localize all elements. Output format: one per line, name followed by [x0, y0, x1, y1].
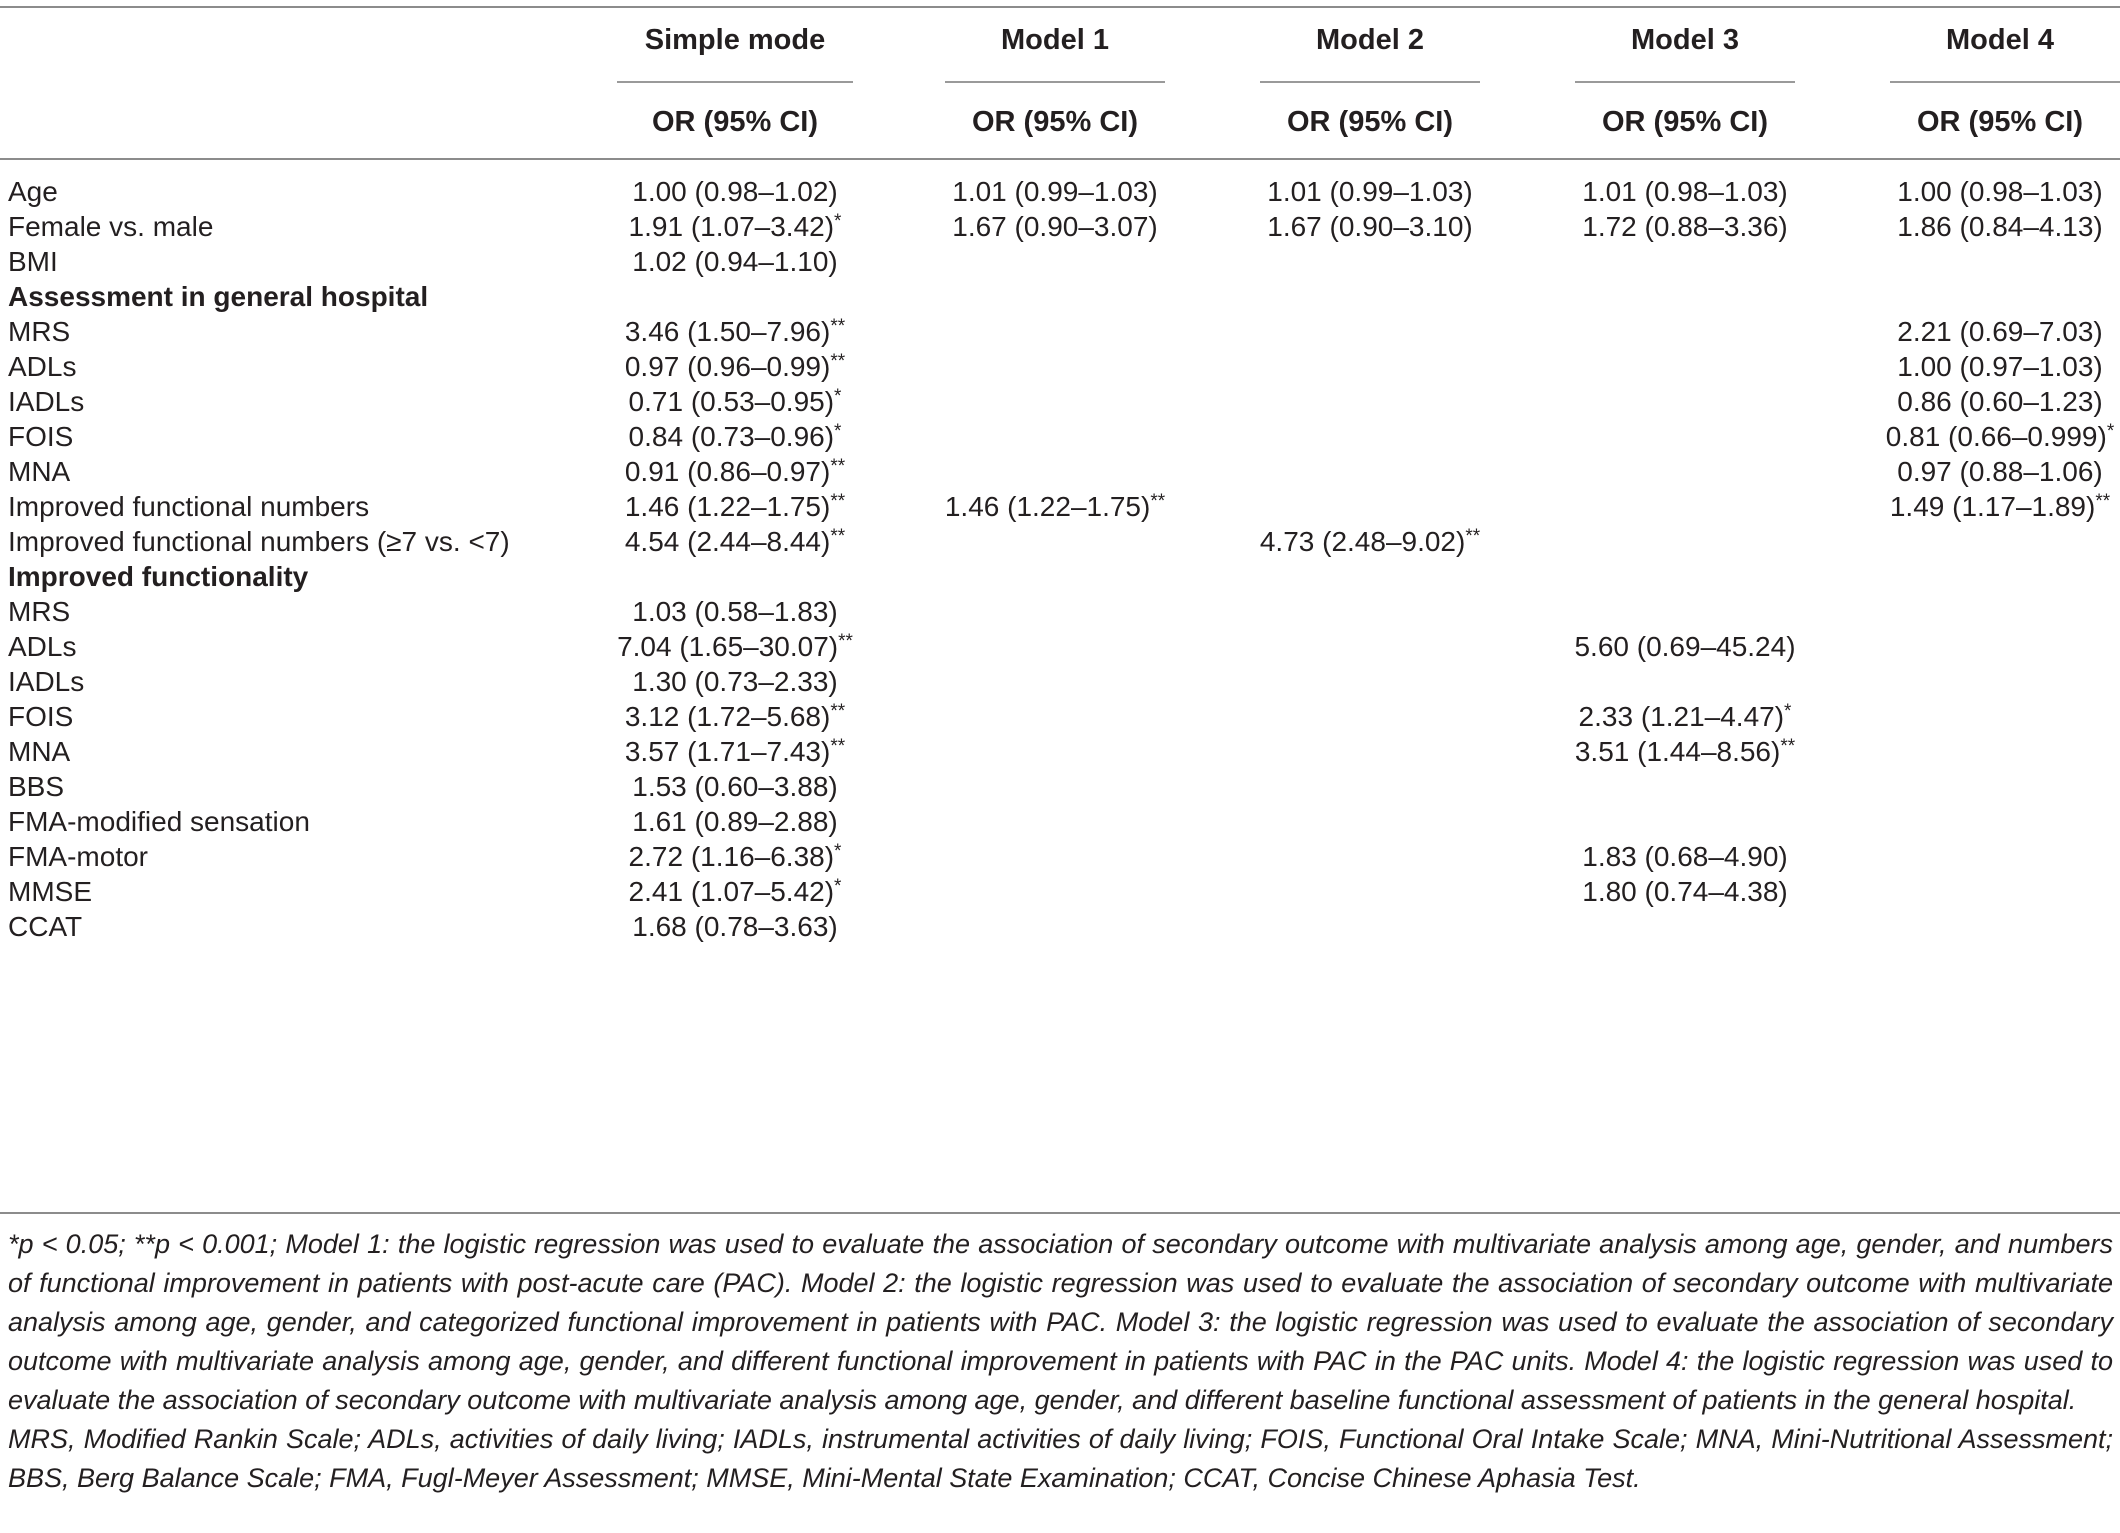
significance-marker: ** — [2095, 491, 2111, 512]
significance-marker: ** — [1780, 736, 1796, 757]
or-value: 1.67 (0.90–3.07) — [952, 211, 1158, 242]
header-underline — [1890, 81, 2120, 83]
significance-marker: * — [834, 386, 842, 407]
or-ci-cell — [590, 903, 880, 950]
column-header-simple-mode: Simple mode — [644, 24, 826, 56]
or-value: 0.97 (0.88–1.06) — [1897, 456, 2103, 487]
row-label: FMA-motor — [8, 841, 148, 872]
or-value: 2.33 (1.21–4.47) — [1578, 701, 1785, 732]
row-label: ADLs — [8, 351, 77, 382]
row-label: FOIS — [8, 421, 74, 452]
or-value: 0.71 (0.53–0.95) — [628, 386, 835, 417]
table-bottom-rule — [0, 1212, 2120, 1214]
or-value: 3.12 (1.72–5.68) — [624, 701, 831, 732]
header-underline — [1575, 81, 1795, 83]
or-value: 2.41 (1.07–5.42) — [628, 876, 835, 907]
header-underline — [617, 81, 853, 83]
or-value: 1.00 (0.98–1.03) — [1897, 176, 2103, 207]
or-value: 1.67 (0.90–3.10) — [1267, 211, 1473, 242]
row-label: MNA — [8, 456, 71, 487]
row-label: BMI — [8, 246, 58, 277]
row-label: IADLs — [8, 386, 85, 417]
row-label: CCAT — [8, 911, 83, 942]
or-value: 0.97 (0.96–0.99) — [624, 351, 831, 382]
or-value: 1.00 (0.98–1.02) — [632, 176, 838, 207]
or-value: 1.02 (0.94–1.10) — [632, 246, 838, 277]
significance-marker: * — [2106, 421, 2115, 442]
significance-marker: * — [834, 841, 842, 862]
significance-marker: ** — [830, 491, 846, 512]
or-value: 0.91 (0.86–0.97) — [624, 456, 831, 487]
or-value: 1.80 (0.74–4.38) — [1582, 876, 1788, 907]
header-bottom-rule — [0, 158, 2120, 160]
significance-marker: ** — [830, 316, 846, 337]
footnote-significance: *p < 0.05; **p < 0.001; Model 1: the logistic regression was used to evaluate the association of secondary outcome with multivariate analysis among age, gender, and numbers of functional improvement in patients with post-acute care (PAC). Model 2: the logistic regression was used to evaluate the association of secondary outcome with multivariate analysis among age, gender, and categorized functional improvement in patients with PAC. Model 3: the logistic regression was used to evaluate the association of secondary outcome with multivariate analysis among age, gender, and different functional improvement in patients with PAC in the PAC units. Model 4: the logistic regression was used to evaluate the association of secondary outcome with multivariate analysis among age, gender, and different baseline functional assessment of patients in the general hospital. — [8, 1229, 2113, 1415]
or-value: 1.46 (1.22–1.75) — [944, 491, 1151, 522]
or-value: 1.83 (0.68–4.90) — [1582, 841, 1788, 872]
or-value: 1.53 (0.60–3.88) — [632, 771, 838, 802]
row-label: Improved functional numbers (≥7 vs. <7) — [8, 526, 510, 557]
table-row — [0, 903, 2120, 950]
significance-marker: ** — [1465, 526, 1481, 547]
or-value: 1.00 (0.97–1.03) — [1897, 351, 2103, 382]
row-label: ADLs — [8, 631, 77, 662]
or-value: 2.72 (1.16–6.38) — [628, 841, 835, 872]
significance-marker: * — [834, 876, 842, 897]
or-ci-header: OR (95% CI) — [1287, 106, 1453, 138]
table-top-rule — [0, 6, 2120, 8]
or-value: 1.03 (0.58–1.83) — [632, 596, 838, 627]
or-value: 1.01 (0.99–1.03) — [1267, 176, 1473, 207]
significance-marker: ** — [830, 526, 846, 547]
or-value: 1.61 (0.89–2.88) — [632, 806, 838, 837]
row-label: IADLs — [8, 666, 85, 697]
or-value: 5.60 (0.69–45.24) — [1574, 631, 1796, 662]
or-value: 0.84 (0.73–0.96) — [628, 421, 835, 452]
column-header-model-1: Model 1 — [1001, 24, 1109, 56]
row-label: FOIS — [8, 701, 74, 732]
row-label: Female vs. male — [8, 211, 214, 242]
or-value: 1.72 (0.88–3.36) — [1582, 211, 1788, 242]
row-label: MRS — [8, 316, 71, 347]
or-value: 2.21 (0.69–7.03) — [1897, 316, 2103, 347]
or-value: 1.91 (1.07–3.42) — [628, 211, 835, 242]
row-label: MRS — [8, 596, 71, 627]
significance-marker: ** — [838, 631, 853, 652]
or-value: 1.01 (0.98–1.03) — [1582, 176, 1788, 207]
or-value: 1.49 (1.17–1.89) — [1889, 491, 2096, 522]
row-label: BBS — [8, 771, 65, 802]
section-label: Improved functionality — [8, 561, 309, 592]
column-header-model-2: Model 2 — [1316, 24, 1424, 56]
row-label: MNA — [8, 736, 71, 767]
or-value: 3.46 (1.50–7.96) — [624, 316, 831, 347]
or-ci-header: OR (95% CI) — [1602, 106, 1768, 138]
or-ci-header: OR (95% CI) — [972, 106, 1138, 138]
significance-marker: ** — [830, 351, 846, 372]
significance-marker: ** — [830, 456, 846, 477]
footnote-abbreviations: MRS, Modified Rankin Scale; ADLs, activities of daily living; IADLs, instrumental activities of daily living; FOIS, Functional Oral Intake Scale; MNA, Mini-Nutritional Assessment; BBS, Berg Balance Scale; FMA, Fugl-Meyer Assessment; MMSE, Mini-Mental State Examination; CCAT, Concise Chinese Aphasia Test. — [8, 1424, 2113, 1493]
significance-marker: ** — [1150, 491, 1166, 512]
significance-marker: ** — [830, 701, 846, 722]
or-value: 1.30 (0.73–2.33) — [632, 666, 838, 697]
or-value: 3.51 (1.44–8.56) — [1574, 736, 1781, 767]
column-header-model-3: Model 3 — [1631, 24, 1739, 56]
or-value: 3.57 (1.71–7.43) — [624, 736, 831, 767]
header-underline — [945, 81, 1165, 83]
or-value: 7.04 (1.65–30.07) — [617, 631, 839, 662]
or-value: 4.73 (2.48–9.02) — [1259, 526, 1466, 557]
significance-marker: * — [834, 211, 842, 232]
or-value: 0.86 (0.60–1.23) — [1897, 386, 2103, 417]
or-value: 1.46 (1.22–1.75) — [624, 491, 831, 522]
table-footnotes — [8, 1225, 2113, 1498]
section-label: Assessment in general hospital — [8, 281, 429, 312]
row-label: Age — [8, 176, 58, 207]
column-header-model-4: Model 4 — [1946, 24, 2054, 56]
significance-marker: * — [1784, 701, 1792, 722]
or-value: 1.68 (0.78–3.63) — [632, 911, 838, 942]
header-underline — [1260, 81, 1480, 83]
or-value: 0.81 (0.66–0.999) — [1885, 421, 2107, 452]
significance-marker: * — [834, 421, 842, 442]
row-label: FMA-modified sensation — [8, 806, 310, 837]
or-value: 1.86 (0.84–4.13) — [1897, 211, 2103, 242]
or-value: 1.01 (0.99–1.03) — [952, 176, 1158, 207]
or-ci-header: OR (95% CI) — [1917, 106, 2083, 138]
or-value: 4.54 (2.44–8.44) — [624, 526, 831, 557]
row-label: Improved functional numbers — [8, 491, 370, 522]
or-ci-header: OR (95% CI) — [652, 106, 818, 138]
row-label: MMSE — [8, 876, 92, 907]
significance-marker: ** — [830, 736, 846, 757]
